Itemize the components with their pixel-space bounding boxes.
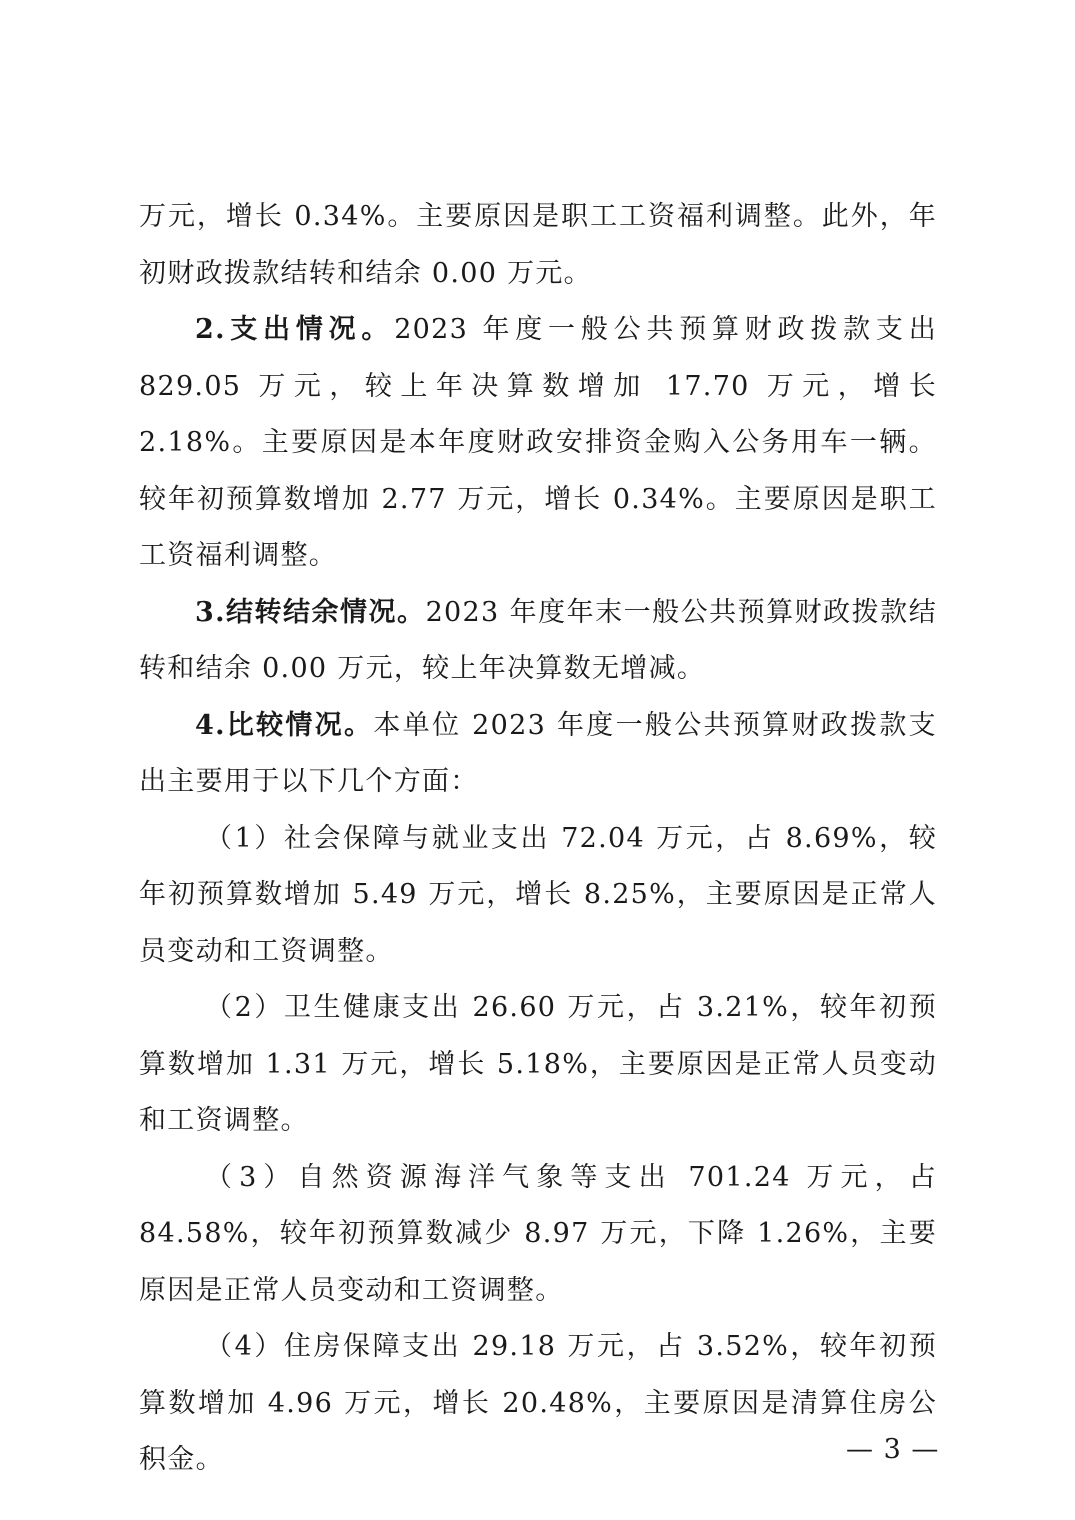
- section-heading-carryover: 3.结转结余情况。: [195, 596, 426, 628]
- list-item-housing: [139, 1319, 940, 1489]
- paragraph-carryover: [139, 585, 937, 698]
- page-number: — 3 —: [846, 1434, 940, 1465]
- list-item-natural-resources: [139, 1150, 937, 1320]
- paragraph-text: （3）自然资源海洋气象等支出 701.24 万元，占 84.58%，较年初预算数减少 8.97 万元，下降 1.26%，主要原因是正常人员变动和工资调整。: [139, 1161, 937, 1306]
- paragraph-text: 万元，增长 0.34%。主要原因是职工工资福利调整。此外，年初财政拨款结转和结余 0.00 万元。: [139, 201, 937, 289]
- paragraph-expenditure: [139, 302, 937, 585]
- paragraph-text: 2023 年度一般公共预算财政拨款支出 829.05 万元，较上年决算数增加 17.70 万元，增长 2.18%。主要原因是本年度财政安排资金购入公务用车一辆。较年初预算数增加 2.77 万元，增长 0.34%。主要原因是职工工资福利调整。: [139, 314, 937, 571]
- paragraph-text: 本单位 2023 年度一般公共预算财政拨款支出主要用于以下几个方面：: [139, 709, 937, 797]
- paragraph-text: （4）住房保障支出 29.18 万元，占 3.52%，较年初预算数增加 4.96 万元，增长 20.48%，主要原因是清算住房公积金。: [139, 1331, 937, 1475]
- paragraph-comparison: [139, 698, 937, 811]
- paragraph-text: 2023 年度年末一般公共预算财政拨款结转和结余 0.00 万元，较上年决算数无增减。: [139, 596, 937, 684]
- document-body: [139, 189, 940, 1489]
- paragraph-text: （1）社会保障与就业支出 72.04 万元，占 8.69%，较年初预算数增加 5.49 万元，增长 8.25%，主要原因是正常人员变动和工资调整。: [139, 822, 937, 967]
- paragraph-text: （2）卫生健康支出 26.60 万元，占 3.21%，较年初预算数增加 1.31 万元，增长 5.18%，主要原因是正常人员变动和工资调整。: [139, 992, 937, 1136]
- section-heading-comparison: 4.比较情况。: [195, 709, 374, 741]
- list-item-health: [139, 980, 937, 1150]
- paragraph-income-continued: [139, 189, 937, 302]
- section-heading-expenditure: 2.支出情况。: [195, 314, 395, 345]
- list-item-social-security: [139, 811, 937, 981]
